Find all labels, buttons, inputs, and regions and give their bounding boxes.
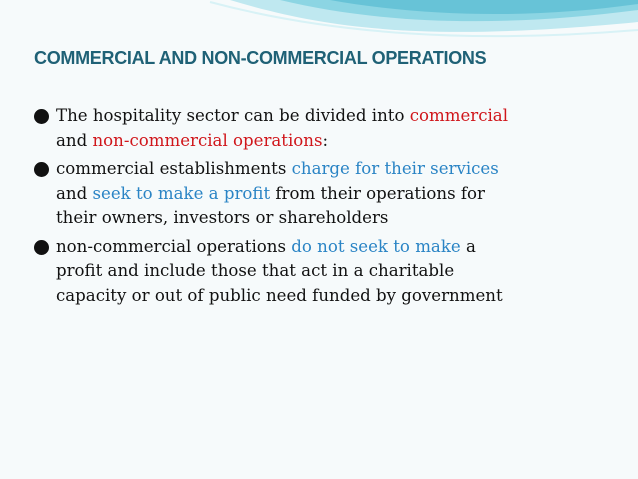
bullet-dot-icon: [34, 240, 49, 255]
highlight-text: commercial: [409, 106, 509, 125]
bullet-line: capacity or out of public need funded by government: [56, 285, 503, 305]
bullet-line: [56, 129, 624, 154]
text: and: [56, 130, 93, 150]
highlight-text: seek to make a profit: [92, 183, 271, 203]
text: a: [460, 236, 476, 256]
bullet-line: [56, 182, 624, 207]
text: :: [322, 130, 329, 150]
bullet-item: [34, 104, 624, 153]
bullet-line: [56, 235, 624, 260]
bullet-list: [34, 104, 624, 312]
highlight-text: do not seek to make: [291, 236, 461, 256]
text: non-commercial operations: [56, 236, 292, 256]
bullet-item: [34, 235, 624, 309]
text: and: [56, 183, 93, 203]
text: The hospitality sector can be divided into: [56, 106, 410, 125]
bullet-dot-icon: [34, 162, 49, 177]
bullet-line: their owners, investors or shareholders: [56, 208, 389, 227]
highlight-text: non-commercial operations: [92, 130, 323, 150]
slide-title: COMMERCIAL AND NON-COMMERCIAL OPERATIONS: [34, 48, 487, 68]
bullet-line: profit and include those that act in a charitable: [56, 261, 455, 280]
bullet-line: [56, 104, 624, 129]
text: commercial establishments: [56, 159, 292, 178]
text: from their operations for: [270, 183, 485, 203]
bullet-line: [56, 157, 624, 182]
highlight-text: charge for their services: [291, 159, 499, 178]
bullet-dot-icon: [34, 109, 49, 124]
bullet-item: [34, 157, 624, 231]
